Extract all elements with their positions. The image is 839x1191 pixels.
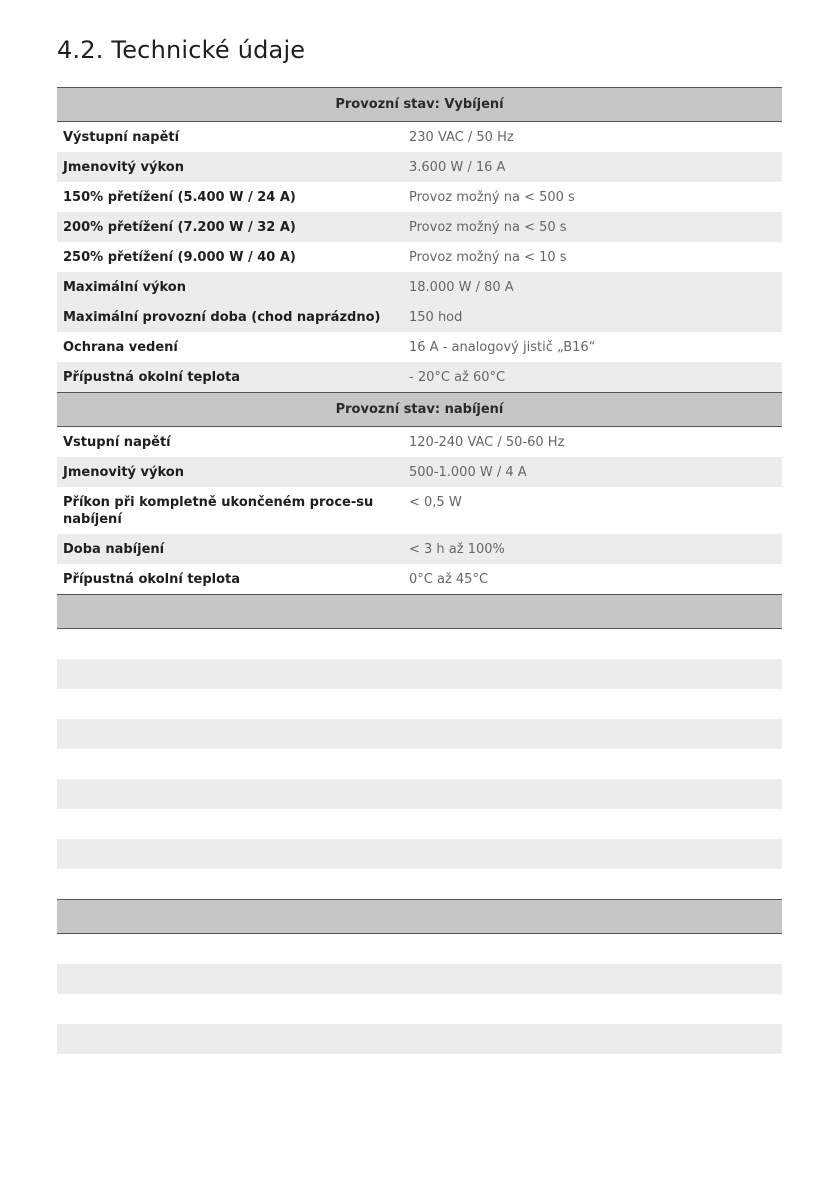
row-value: 120-240 VAC / 50-60 Hz (409, 435, 565, 450)
row-value: 18.000 W / 80 A (409, 280, 514, 295)
empty-row (57, 749, 782, 779)
table-row (57, 122, 782, 152)
row-label: Příkon při kompletně ukončeném proce-su nabíjení (63, 495, 374, 527)
row-value: 16 A - analogový jistič „B16“ (409, 340, 596, 355)
table-row (57, 534, 782, 564)
empty-row (57, 629, 782, 659)
row-label: 250% přetížení (9.000 W / 40 A) (63, 250, 296, 265)
empty-row (57, 779, 782, 809)
table-row (57, 302, 782, 332)
table-row (57, 362, 782, 392)
empty-row (57, 719, 782, 749)
row-label: Ochrana vedení (63, 340, 178, 355)
row-label: Vstupní napětí (63, 435, 171, 450)
row-label: Doba nabíjení (63, 542, 165, 557)
table-row (57, 152, 782, 182)
empty-section-header (57, 899, 782, 934)
empty-row (57, 994, 782, 1024)
empty-row (57, 964, 782, 994)
row-value: 0°C až 45°C (409, 572, 489, 587)
table-row (57, 182, 782, 212)
table-row (57, 457, 782, 487)
row-label: Přípustná okolní teplota (63, 572, 241, 587)
row-label: Maximální provozní doba (chod naprázdno) (63, 310, 381, 325)
row-label: Jmenovitý výkon (63, 465, 184, 480)
table-row (57, 332, 782, 362)
empty-row (57, 659, 782, 689)
row-value: Provoz možný na < 500 s (409, 190, 575, 205)
empty-section-header (57, 594, 782, 629)
spec-table (57, 87, 782, 1054)
row-label: 150% přetížení (5.400 W / 24 A) (63, 190, 296, 205)
table-row (57, 427, 782, 457)
empty-row (57, 934, 782, 964)
table-row (57, 487, 782, 534)
table-row (57, 242, 782, 272)
row-value: 500-1.000 W / 4 A (409, 465, 527, 480)
empty-row (57, 689, 782, 719)
empty-row (57, 1024, 782, 1054)
section-header-discharge: Provozní stav: Vybíjení (57, 87, 782, 122)
row-value: 150 hod (409, 310, 463, 325)
row-value: < 3 h až 100% (409, 542, 505, 557)
section-header-charging: Provozní stav: nabíjení (57, 392, 782, 427)
row-value: 3.600 W / 16 A (409, 160, 506, 175)
page-title: 4.2. Technické údaje (57, 36, 306, 64)
empty-row (57, 839, 782, 869)
row-value: Provoz možný na < 50 s (409, 220, 567, 235)
empty-row (57, 869, 782, 899)
row-value: Provoz možný na < 10 s (409, 250, 567, 265)
table-row (57, 272, 782, 302)
row-value: - 20°C až 60°C (409, 370, 506, 385)
row-label: Maximální výkon (63, 280, 186, 295)
table-row (57, 564, 782, 594)
row-value: < 0,5 W (409, 495, 462, 510)
empty-row (57, 809, 782, 839)
row-value: 230 VAC / 50 Hz (409, 130, 514, 145)
row-label: 200% přetížení (7.200 W / 32 A) (63, 220, 296, 235)
table-row (57, 212, 782, 242)
row-label: Výstupní napětí (63, 130, 180, 145)
row-label: Přípustná okolní teplota (63, 370, 241, 385)
row-label: Jmenovitý výkon (63, 160, 184, 175)
